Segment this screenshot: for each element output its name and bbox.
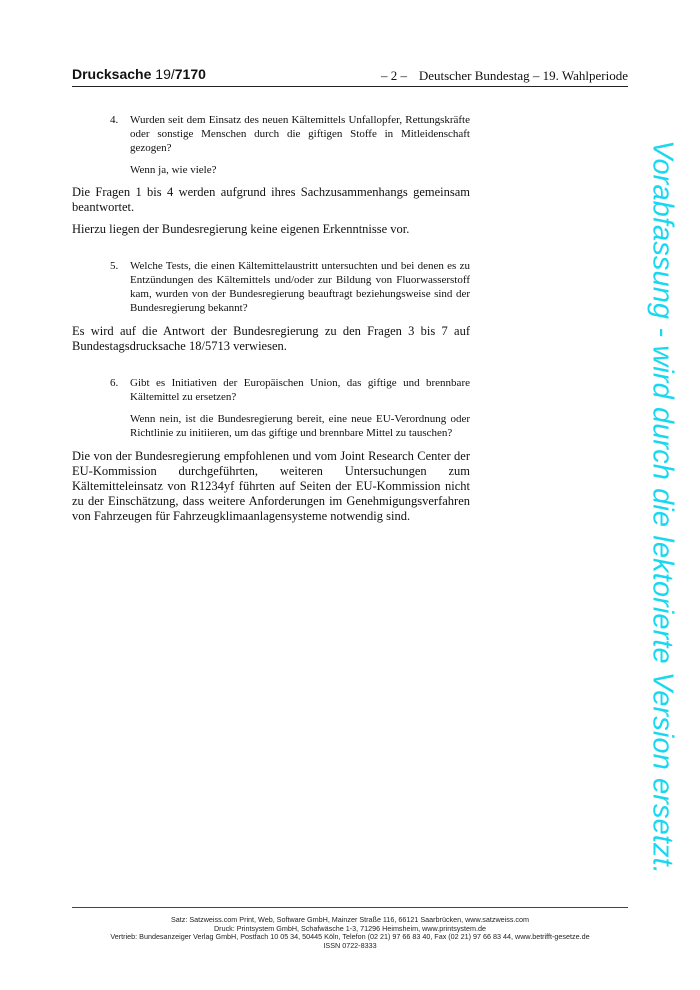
answer-paragraph: Es wird auf die Antwort der Bundesregierung zu den Fragen 3 bis 7 auf Bundestagsdrucksache 18/5713 verwiesen.	[72, 324, 470, 353]
footer-issn: ISSN 0722-8333	[323, 940, 377, 950]
draft-watermark	[640, 108, 684, 906]
answer-paragraph: Die Fragen 1 bis 4 werden aufgrund ihres Sachzusammenhangs gemeinsam beantwortet.	[72, 185, 470, 214]
footer-rule	[72, 907, 628, 908]
question-text: Gibt es Initiativen der Europäischen Union, das giftige und brennbare Kältemittel zu ersetzen?	[130, 377, 470, 403]
footer-distribution: Vertrieb: Bundesanzeiger Verlag GmbH, Postfach 10 05 34, 50445 Köln, Telefon (02 21) 97 66 83 40, Fax (02 21) 97 66 83 44, www.betrifft-gesetze.de	[110, 932, 590, 942]
question-number: 4.	[110, 114, 119, 126]
answer-paragraph: Die von der Bundesregierung empfohlenen und vom Joint Research Center der EU-Kommission durchgeführten, weiteren Untersuchungen zum Kältemitteleinsatz von R1234yf führten auf Seiten der EU-Kommission nicht zu der Einschätzung, dass weitere Anforderungen im Genehmigungsverfahren von Fahrzeugen für Fahrzeugklimaanlagensysteme notwendig sind.	[72, 449, 470, 523]
watermark-text: Vorabfassung - wird durch die lektorierte Version ersetzt.	[646, 140, 679, 874]
page-number: – 2 –	[381, 68, 407, 83]
document-number-prefix: 19/	[155, 66, 175, 82]
page-footer	[72, 916, 628, 950]
question-number: 6.	[110, 377, 119, 389]
question-text: Wurden seit dem Einsatz des neuen Kältemittels Unfallopfer, Rettungskräfte oder sonstige Menschen durch die giftigen Stoffe in Mitleidenschaft gezogen?	[130, 114, 470, 154]
question-text: Welche Tests, die einen Kältemittelaustritt untersuchten und bei denen es zu Entzündungen des Kältemittels und/oder zur Bildung von Fluorwasserstoff kam, wurden von der Bundesregierung beauftragt beziehungsweise sind der Bundesregierung bekannt?	[130, 260, 470, 314]
question-4	[72, 113, 470, 177]
question-followup: Wenn ja, wie viele?	[130, 164, 217, 176]
page-header	[72, 66, 628, 88]
question-followup: Wenn nein, ist die Bundesregierung bereit, eine neue EU-Verordnung oder Richtlinie zu initiieren, um das giftige und brennbare Mittel zu tauschen?	[130, 413, 470, 439]
question-number: 5.	[110, 260, 119, 272]
question-6	[72, 376, 470, 440]
footer-printing: Druck: Printsystem GmbH, Schafwäsche 1-3, 71296 Heimsheim, www.printsystem.de	[213, 923, 487, 933]
question-5	[72, 259, 470, 315]
document-body	[72, 113, 470, 524]
document-label: Drucksache	[72, 66, 152, 82]
document-id	[72, 66, 206, 82]
footer-typesetting: Satz: Satzweiss.com Print, Web, Software GmbH, Mainzer Straße 116, 66121 Saarbrücken, www.satzweiss.com	[170, 915, 530, 924]
document-number: 7170	[174, 66, 206, 82]
answer-paragraph: Hierzu liegen der Bundesregierung keine eigenen Erkenntnisse vor.	[72, 222, 410, 236]
institution-label: Deutscher Bundestag – 19. Wahlperiode	[418, 68, 628, 83]
header-rule	[72, 86, 628, 87]
